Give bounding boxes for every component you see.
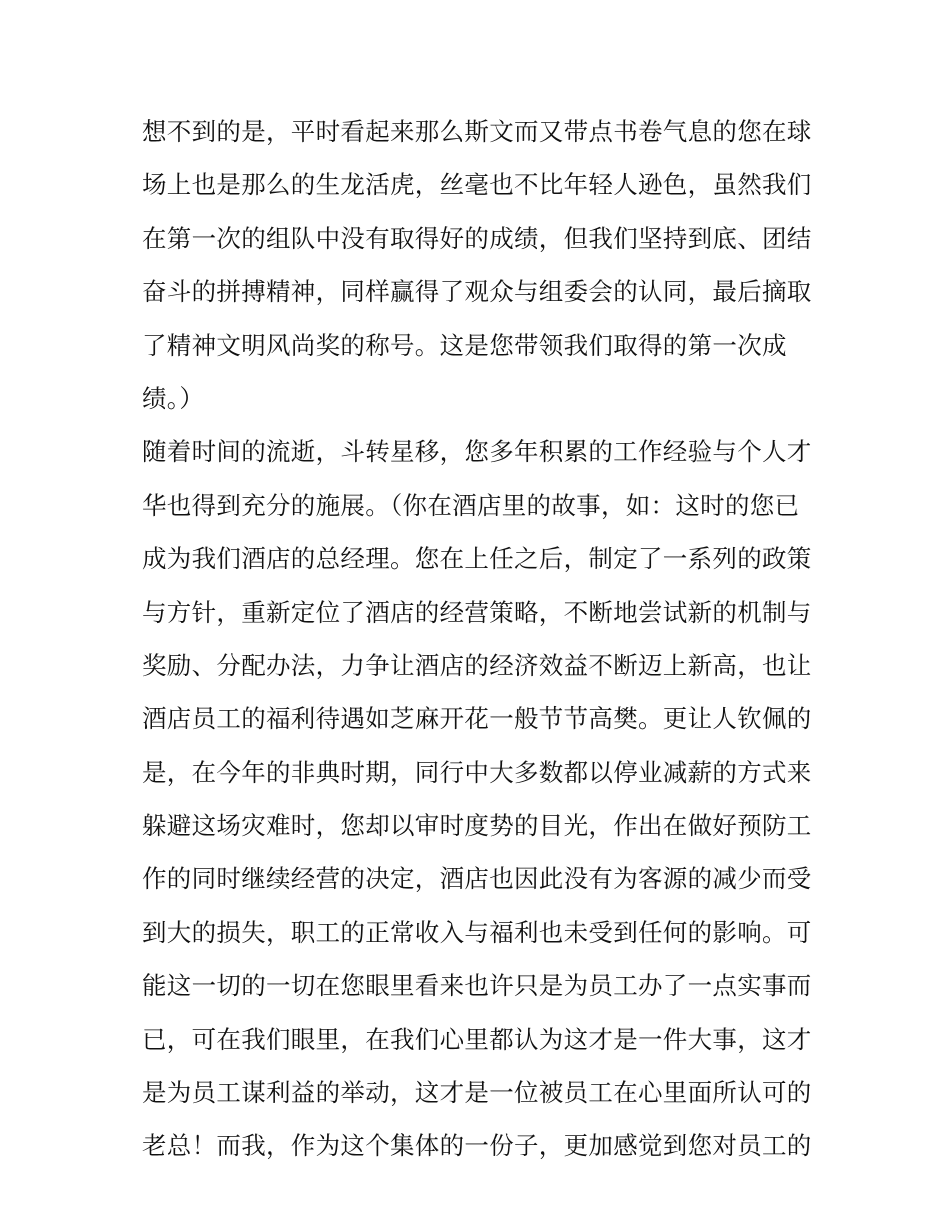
text-line: 在第一次的组队中没有取得好的成绩，但我们坚持到底、团结 <box>142 223 812 253</box>
text-line: 老总！而我，作为这个集体的一份子，更加感觉到您对员工的 <box>142 1131 812 1161</box>
text-line: 场上也是那么的生龙活虎，丝毫也不比年轻人逊色，虽然我们 <box>142 170 812 200</box>
text-line: 绩。） <box>142 383 205 413</box>
text-line: 酒店员工的福利待遇如芝麻开花一般节节高樊。更让人钦佩的 <box>142 704 812 734</box>
text-line: 是为员工谋利益的举动，这才是一位被员工在心里面所认可的 <box>142 1078 812 1108</box>
body-text <box>142 105 822 1173</box>
text-line: 与方针，重新定位了酒店的经营策略，不断地尝试新的机制与 <box>142 597 812 627</box>
text-line: 已，可在我们眼里，在我们心里都认为这才是一件大事，这才 <box>142 1024 812 1054</box>
text-line: 成为我们酒店的总经理。您在上任之后，制定了一系列的政策 <box>142 544 812 574</box>
text-line: 了精神文明风尚奖的称号。这是您带领我们取得的第一次成 <box>142 330 787 360</box>
text-line: 想不到的是，平时看起来那么斯文而又带点书卷气息的您在球 <box>142 117 812 146</box>
text-line: 奋斗的拼搏精神，同样赢得了观众与组委会的认同，最后摘取 <box>142 277 812 307</box>
text-line: 躲避这场灾难时，您却以审时度势的目光，作出在做好预防工 <box>142 811 812 841</box>
text-line: 能这一切的一切在您眼里看来也许只是为员工办了一点实事而 <box>142 971 812 1001</box>
text-line: 是，在今年的非典时期，同行中大多数都以停业减薪的方式来 <box>142 757 812 787</box>
text-line: 作的同时继续经营的决定，酒店也因此没有为客源的减少而受 <box>142 864 812 894</box>
text-line: 华也得到充分的施展。（你在酒店里的故事，如：这时的您已 <box>142 490 800 520</box>
text-line: 随着时间的流逝，斗转星移，您多年积累的工作经验与个人才 <box>142 437 812 467</box>
text-line: 到大的损失，职工的正常收入与福利也未受到任何的影响。可 <box>142 917 812 947</box>
text-line: 奖励、分配办法，力争让酒店的经济效益不断迈上新高，也让 <box>142 650 812 680</box>
